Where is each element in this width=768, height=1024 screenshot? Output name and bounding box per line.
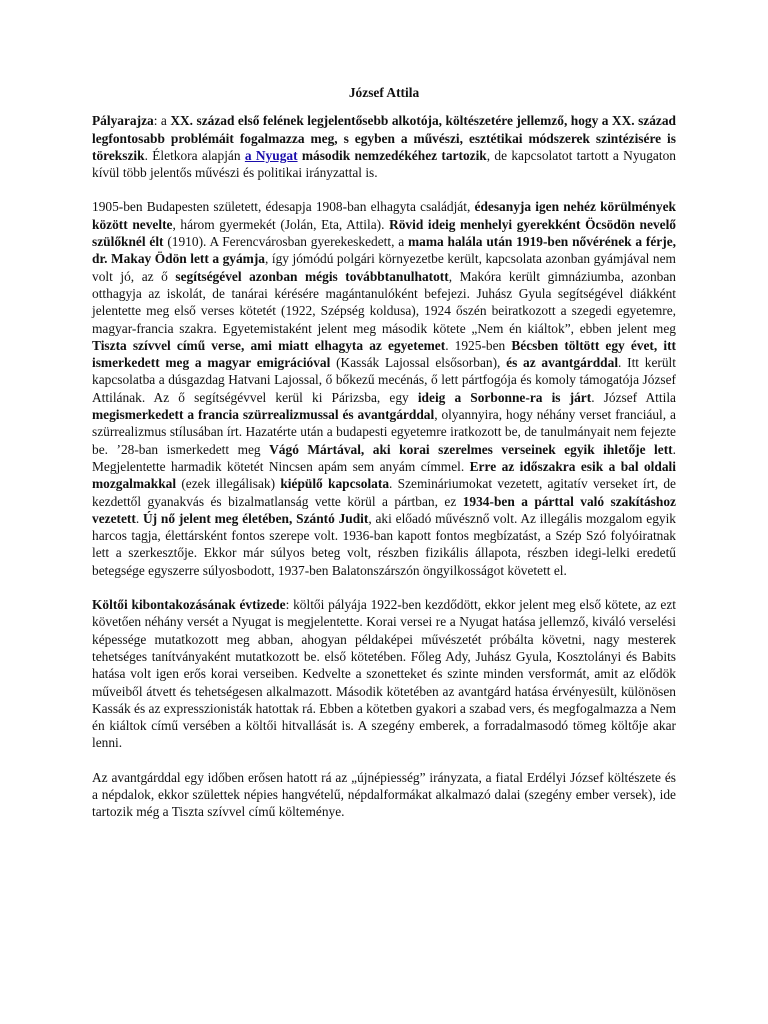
bold-text: Vágó Mártával, aki korai szerelmes verseinek egyik ihletője lett	[269, 441, 673, 457]
body-text: . Szemináriumokat vezetett, agitatív verseket írt, de kezdettől gyanakvás és bizalmatlanság vette körül a pártban, ez	[92, 476, 676, 509]
bold-text: mama halála után 1919-ben nővérének a férje, dr. Makay Ödön lett a gyámja	[92, 234, 676, 267]
bold-text: 1934-ben a párttal való szakításhoz vezetett	[92, 493, 676, 526]
body-text: , Makóra került gimnáziumba, azonban otthagyja az iskolát, de tanárai kérésére magántanulóként befejezi. Juhász Gyula segítségével diákként jelentette meg első verses kötetét (1922, Szépség koldusa), 1924 őszén beiratkozott a szegedi egyetemre, magyar-francia szakra. Egyetemistaként jelent meg második kötete „Nem én kiáltok”, ebben jelent meg	[92, 268, 676, 336]
body-text: (ezek illegálisak)	[176, 476, 281, 492]
body-text: , így jómódú polgári környezetbe került, kapcsolata azonban gyámjával nem volt jó, az ő	[92, 251, 676, 284]
bold-text: Tiszta szívvel című verse, ami miatt elhagyta az egyetemet	[92, 337, 446, 353]
bold-text: második nemzedékéhez tartozik	[297, 147, 487, 163]
body-text: . Életkora alapján	[144, 147, 245, 163]
bold-text: Pályarajza	[92, 113, 154, 129]
body-text: , három gyermekét (Jolán, Eta, Attila).	[172, 216, 390, 232]
body-text: 1905-ben Budapesten született, édesapja 1908-ban elhagyta családját,	[92, 199, 475, 215]
body-text: . Megjelentette harmadik kötetét Nincsen apám sem anyám címmel.	[92, 441, 676, 474]
document-page	[92, 84, 676, 838]
paragraph-kolto-kibontakozas	[92, 596, 676, 752]
bold-text: XX. század első felének legjelentősebb alkotója, költészetére jellemző, hogy a XX. század legfontosabb problémáit fogalmazza meg, s egyben a művészi, esztétikai módszerek szintézisére is törekszik	[92, 113, 677, 163]
body-text: , de kapcsolatot tartott a Nyugaton kívül több jelentős művészi és politikai irányzattal is.	[92, 147, 676, 181]
body-text: : a	[153, 113, 171, 129]
body-text: .	[135, 510, 143, 526]
paragraph-palyarajz	[92, 112, 676, 181]
bold-text: Új nő jelent meg életében, Szántó Judit	[143, 510, 369, 526]
paragraph-ujnepiesseg	[92, 769, 676, 821]
body-text: . 1925-ben	[445, 337, 512, 353]
body-text: (1910). A Ferencvárosban gyerekeskedett, a	[163, 234, 409, 250]
bold-text: megismerkedett a francia szürrealizmussal és avantgárddal	[92, 407, 435, 423]
bold-text: Költői kibontakozásának évtizede	[92, 597, 286, 613]
page-title: József Attila	[348, 85, 420, 100]
nyugat-link[interactable]: a Nyugat	[244, 147, 298, 163]
bold-text: Rövid ideig menhelyi gyerekként Öcsödön nevelő szülőknél élt	[92, 216, 676, 250]
bold-text: kiépülő kapcsolata	[280, 476, 390, 492]
body-text: , aki előadó művésznő volt. Az illegális mozgalom egyik harcos tagja, élettársként fontos szerepe volt. 1936-ban kapott fontos megbízatást, a Szép Szó folyóiratnak lett a szerkesztője. Ekkor már súlyos beteg volt, részben fizikális állapota, részben idegi-lelki eredetű betegsége egyszerre súlyosbodott, 1937-ben Balatonszárszón öngyilkosságot követett el.	[92, 510, 676, 578]
bold-text: Erre az időszakra esik a bal oldali mozgalmakkal	[92, 458, 676, 492]
bold-text: Bécsben töltött egy évet, itt ismerkedett meg a magyar emigrációval	[92, 337, 676, 371]
bold-text: édesanyja igen nehéz körülmények között nevelte	[92, 199, 676, 232]
body-text: Az avantgárddal egy időben erősen hatott rá az „újnépiesség” irányzata, a fiatal Erdélyi József költészete és a népdalok, ekkor születtek népies hangvételű, népdalformákat alkalmazó dalai (szegény ember versek), ide tartozik még a Tiszta szívvel című költeménye.	[92, 769, 676, 820]
bold-text: ideig a Sorbonne-ra is járt	[417, 389, 592, 405]
body-text: : költői pályája 1922-ben kezdődött, ekkor jelent meg első kötete, az ezt követően néhány versét a Nyugat is megjelentette. Korai versei re a Nyugat hatása jellemző, kiváló verselési képessége mutatkozott meg abban, ahogyan példaképei művészetét próbálta követni, nagy mesterek tehetséges tanítványaként mutatkozott be. első kötetében. Főleg Ady, Juhász Gyula, Kosztolányi és Babits hatása volt igen erős korai verseiben. Kedvelte a szonetteket és szinte minden versformát, amit az elődök műveiből átvett és tehetségesen alkalmazott. Második kötetében az avantgárd hatása érvényesült, különösen Kassák és az expresszionisták hatottak rá. Ebben a kötetben gyakori a szabad vers, és megfogalmazza a Nem én kiáltok című versében a költői hitvallását is. A szegény emberek, a forradalmasodó tömeg költője akar lenni.	[92, 597, 676, 751]
body-text: . József Attila	[591, 389, 676, 405]
bold-text: és az avantgárddal	[506, 355, 619, 371]
paragraph-eletrajz	[92, 198, 676, 579]
body-text: . Itt került kapcsolatba a dúsgazdag Hatvani Lajossal, ő bőkezű mecénás, ő lett pártfogója és komoly támogatója József Attilának. Az ő segítségévvel kerül ki Párizsba, egy	[92, 355, 676, 405]
bold-text: segítségével azonban mégis továbbtanulhatott	[175, 268, 449, 284]
body-text: , olyannyira, hogy néhány verset franciául, a szürrealizmus stílusában írt. Hazatérte után a budapesti egyetemre iratkozott be, de tanulmányait nem fejezte be. ’28-ban ismerkedett meg	[92, 407, 676, 457]
body-text: (Kassák Lajossal elsősorban),	[330, 355, 507, 371]
